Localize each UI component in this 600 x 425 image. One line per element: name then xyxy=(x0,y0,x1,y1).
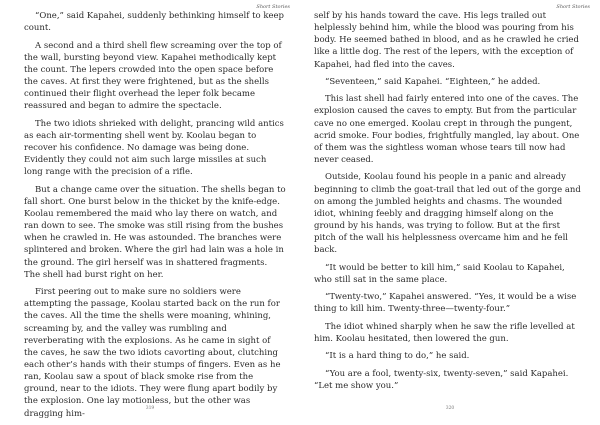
running-head: Short Stories xyxy=(556,4,590,10)
paragraph: Outside, Koolau found his people in a panic and already beginning to climb the goat-trail that led out of the gorge and on among the jumbled heights and chasms. The wounded idiot, whining feebly and dragging himself along on the ground by his hands, was trying to follow. But at the first pitch of the wall his helplessness overcame him and he fell back. xyxy=(314,172,581,256)
right-page xyxy=(300,0,600,424)
paragraph-continued: self by his hands toward the cave. His legs trailed out helplessly behind him, while the blood was pouring from his body. He seemed bathed in blood, and as he crawled he cried like a little dog. The rest of the lepers, with the exception of Kapahei, had fled into the caves. xyxy=(314,11,579,70)
paragraph: “You are a fool, twenty-six, twenty-seven,” said Kapahei. “Let me show you.” xyxy=(314,368,569,391)
paragraph: “Twenty-two,” Kapahei answered. “Yes, it would be a wise thing to kill him. Twenty-three—twenty-four.” xyxy=(314,292,577,315)
paragraph: The idiot whined sharply when he saw the rifle levelled at him. Koolau hesitated, then lowered the gun. xyxy=(314,321,575,344)
running-head: Short Stories xyxy=(256,4,290,10)
paragraph: A second and a third shell flew screaming over the top of the wall, bursting beyond view. Kapahei methodically kept the count. The lepers crowded into the open space before the caves. At first they were frightened, but as the shells continued their flight overhead the leper folk became reassured and began to admire the spectacle. xyxy=(24,40,282,112)
paragraph: The two idiots shrieked with delight, prancing wild antics as each air-tormenting shell went by. Koolau began to recover his confidence. No damage was being done. Evidently they could not aim such large missiles at such long range with the precision of a rifle. xyxy=(24,118,284,178)
page-number: 320 xyxy=(445,406,455,411)
paragraph: “Seventeen,” said Kapahei. “Eighteen,” he added. xyxy=(325,76,541,87)
paragraph: But a change came over the situation. The shells began to fall short. One burst below in the thicket by the knife-edge. Koolau remembered the maid who lay there on watch, and ran down to see. The smoke was still rising from the bushes when he crawled in. He was astounded. The branches were splintered and broken. Where the girl had lain was a hole in the ground. The girl herself was in shattered fragments. The shell had burst right on her. xyxy=(24,184,286,280)
left-page-text xyxy=(24,10,286,425)
left-page xyxy=(0,0,300,424)
right-page-text xyxy=(314,10,582,397)
paragraph: “It is a hard thing to do,” he said. xyxy=(325,351,470,362)
paragraph: This last shell had fairly entered into one of the caves. The explosion caused the caves to empty. But from the particular cave no one emerged. Koolau crept in through the pungent, acrid smoke. Four bodies, frightfully mangled, lay about. One of them was the sightless woman whose tears till now had never ceased. xyxy=(314,94,580,166)
paragraph: “One,” said Kapahei, suddenly bethinking himself to keep count. xyxy=(24,11,284,34)
paragraph: “It would be better to kill him,” said Koolau to Kapahei, who still sat in the same place. xyxy=(314,262,565,285)
paragraph: First peering out to make sure no soldiers were attempting the passage, Koolau started back on the run for the caves. All the time the shells were moaning, whining, screaming by, and the valley was rumbling and reverberating with the explosions. As he came in sight of the caves, he saw the two idiots cavorting about, clutching each other’s hands with their stumps of fingers. Even as he ran, Koolau saw a spout of black smoke rise from the ground, near to the idiots. They were flung apart bodily by the explosion. One lay motionless, but the other was dragging him- xyxy=(24,287,281,419)
page-number: 319 xyxy=(145,406,155,411)
